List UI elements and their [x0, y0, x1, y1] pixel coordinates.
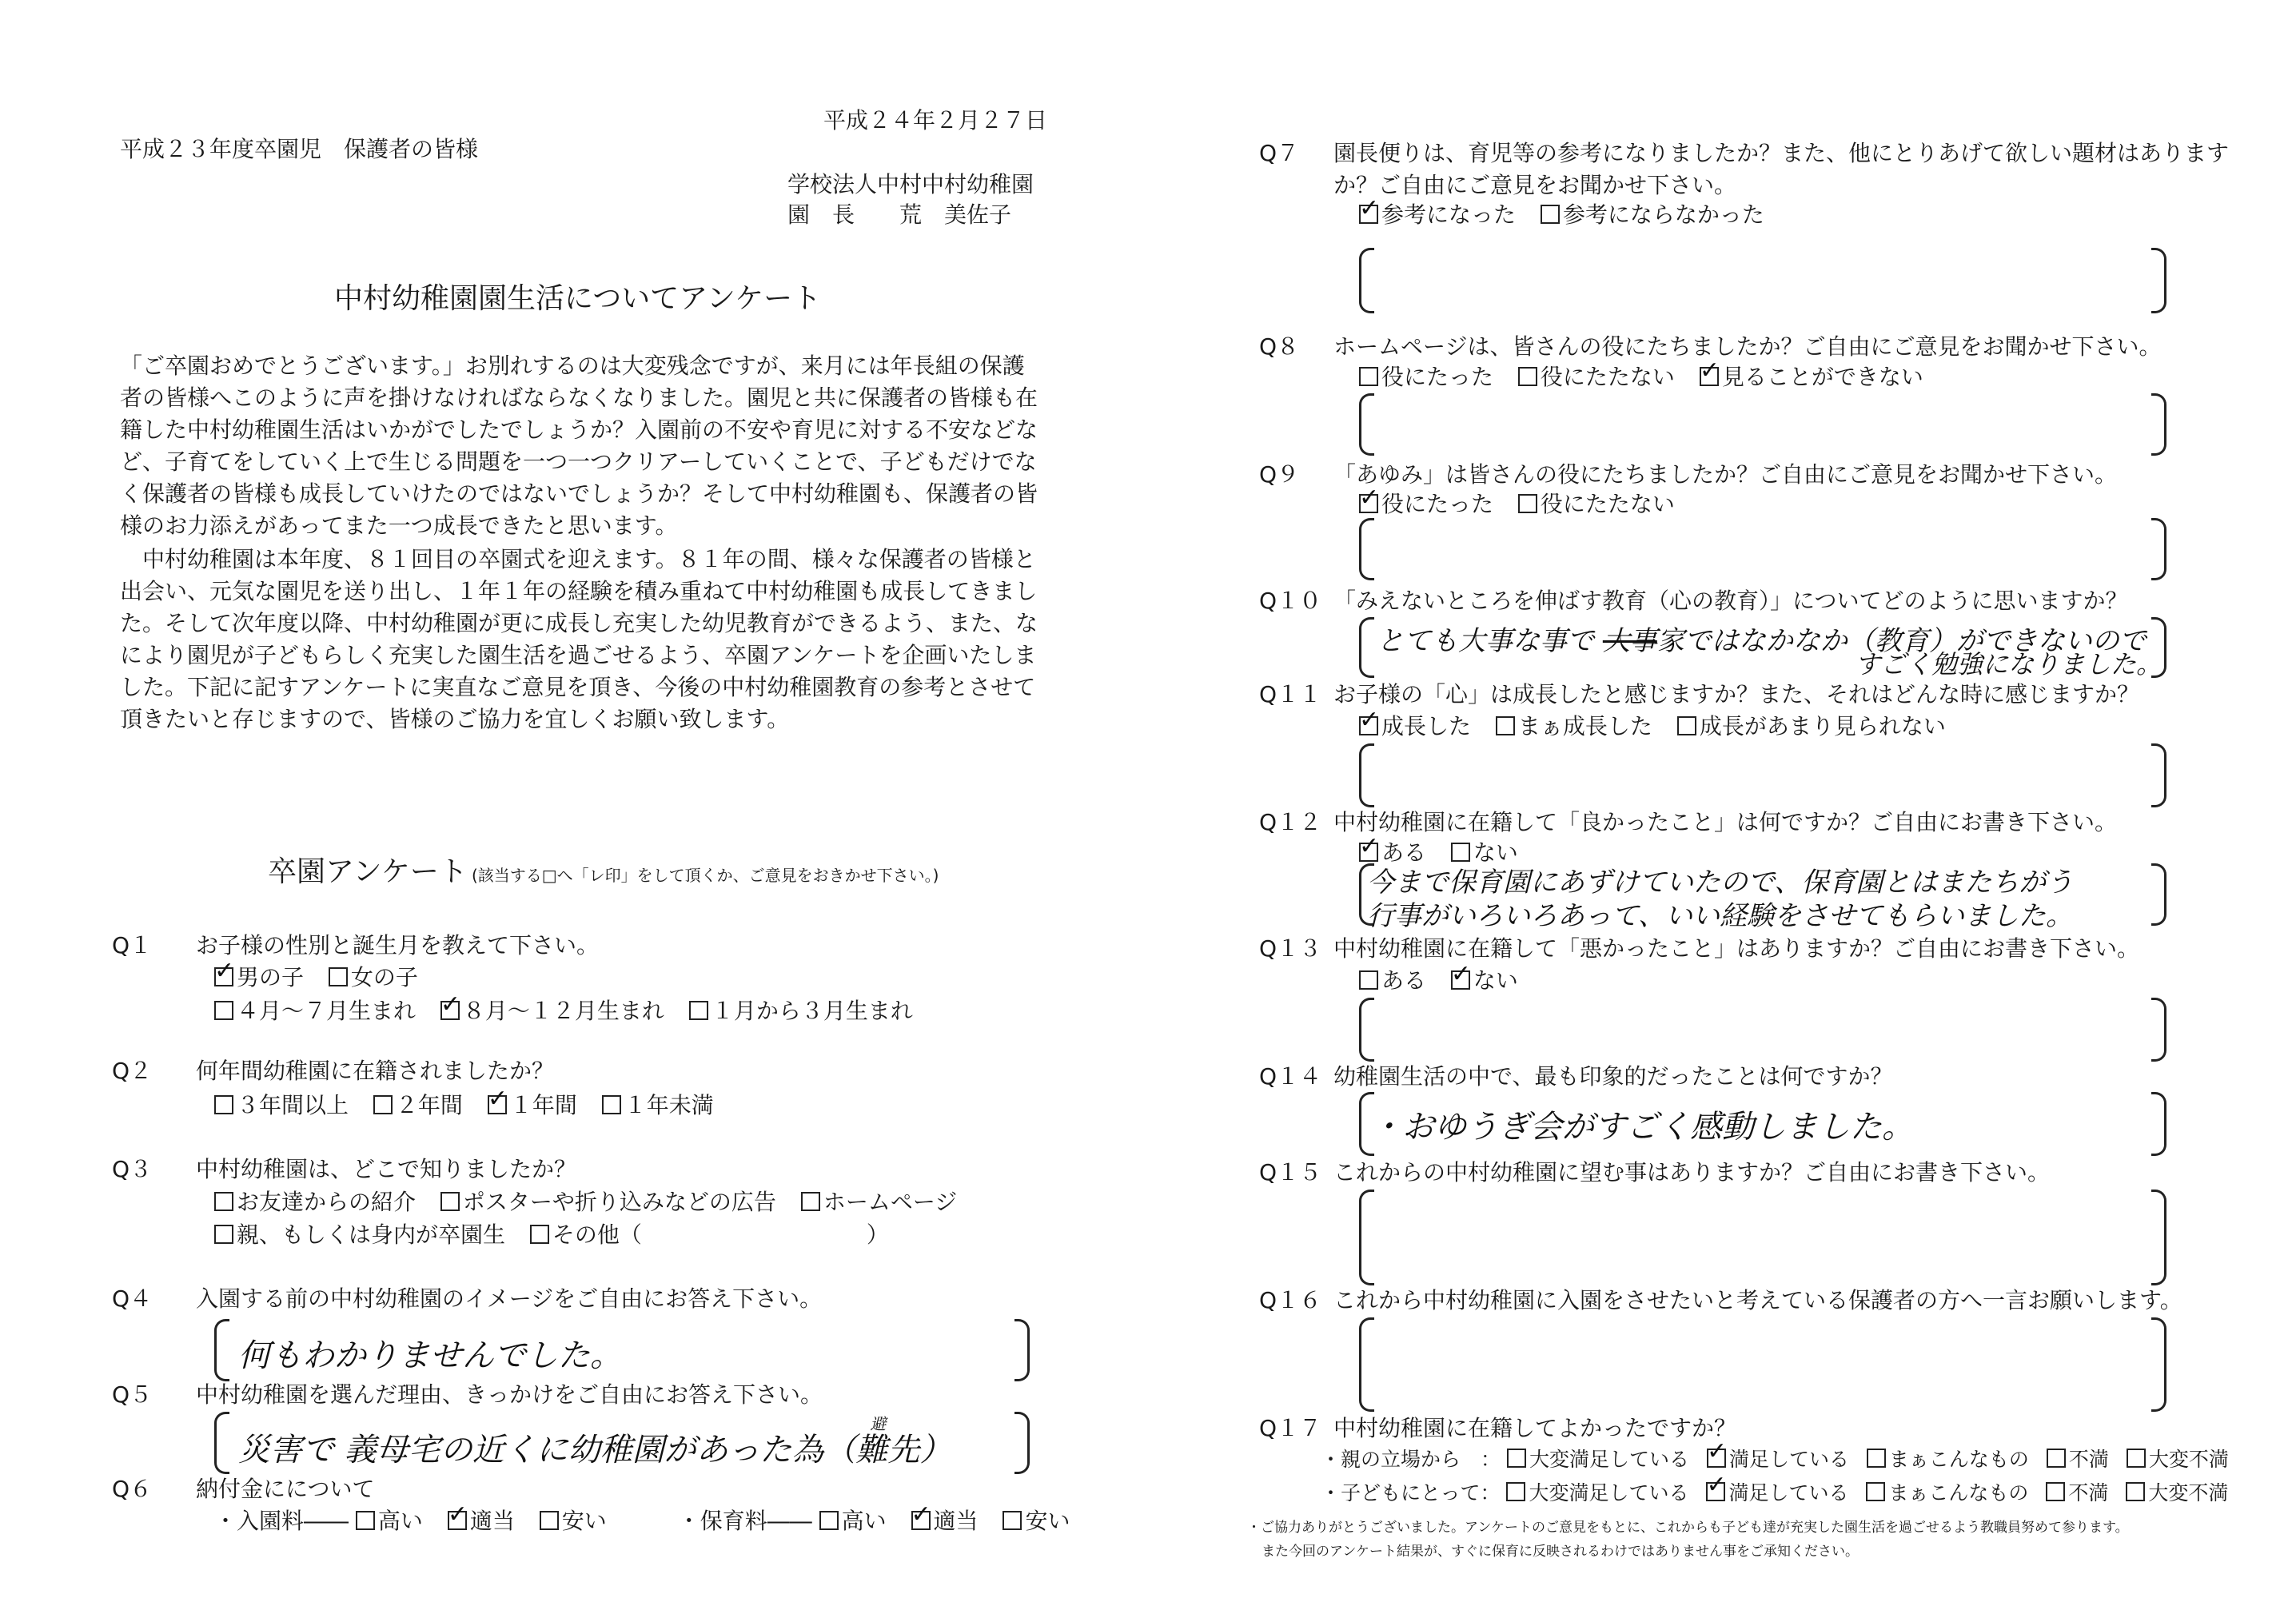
checkbox[interactable]	[540, 1511, 559, 1530]
q3-text: 中村幼稚園は、どこで知りましたか？	[196, 1156, 577, 1182]
q12-label: Q１２	[1259, 809, 1322, 835]
q8-options	[1359, 364, 1941, 391]
checkbox[interactable]	[2046, 1482, 2065, 1501]
q7-text-2: か？ご自由にご意見をお聞かせ下さい。	[1333, 172, 1737, 198]
checkbox[interactable]	[440, 1192, 460, 1211]
q1-label: Q１	[112, 932, 153, 958]
q17-parent-dissatisfied[interactable]: 不満	[2047, 1448, 2109, 1471]
bracket-right	[2151, 863, 2166, 926]
intro-paragraph-2: 中村幼稚園は本年度、８１回目の卒園式を迎えます。８１年の間、様々な保護者の皆様と出会い、元気な園児を送り出し、１年１年の経験を積み重ねて中村幼稚園も成長してきました。そして次年度以降、中村幼稚園が更に成長し充実した幼児教育ができるよう、また、なにより園児が子どもらしく充実した園生活を過ごせるよう、卒園アンケートを企画いたしました。下記に記すアンケートに実直なご意見を頂き、今後の中村幼稚園教育の参考とさせて頂きたいと存じますので、皆様のご協力を宜しくお願い致します。	[120, 546, 1038, 732]
q12-answer-line2: 行事がいろいろあって、いい経験をさせてもらいました。	[1367, 900, 2073, 932]
q17-row-parent	[1321, 1447, 2229, 1473]
q1-options-birth	[214, 998, 931, 1025]
checkbox[interactable]	[214, 1192, 233, 1211]
q4-answer-box[interactable]	[214, 1319, 1030, 1381]
q2-option-2years[interactable]: ２年間	[373, 1092, 463, 1118]
q6-admission-fair[interactable]: ✓ 適当	[448, 1508, 515, 1534]
checkbox[interactable]	[1677, 716, 1696, 735]
addressee: 平成２３年度卒園児 保護者の皆様	[120, 136, 479, 162]
q10-answer-box[interactable]	[1359, 617, 2166, 678]
q5-text: 中村幼稚園を選んだ理由、きっかけをご自由にお答え下さい。	[196, 1381, 823, 1408]
q16-label: Q１６	[1259, 1287, 1322, 1313]
q15-label: Q１５	[1259, 1159, 1322, 1186]
q3-option-relative[interactable]: 親、もしくは身内が卒園生	[214, 1221, 505, 1248]
checkbox-checked[interactable]	[911, 1511, 931, 1530]
checkbox[interactable]	[1359, 970, 1378, 990]
q11-options	[1359, 713, 1963, 740]
q7-answer-box[interactable]	[1359, 248, 2166, 313]
q17-child-satisfied[interactable]: ✓ 満足している	[1706, 1481, 1848, 1504]
q16-text: これから中村幼稚園に入園をさせたいと考えている保護者の方へ一言お願いします。	[1333, 1287, 2182, 1313]
survey-heading	[268, 849, 939, 890]
q3-option-friend[interactable]: お友達からの紹介	[214, 1189, 416, 1215]
bracket-left	[1359, 248, 1374, 313]
q7-label: Q７	[1259, 140, 1300, 166]
q14-answer: ・おゆうぎ会がすごく感動しました。	[1370, 1109, 1914, 1146]
q17-row-parent-label: ・親の立場から ：	[1321, 1448, 1501, 1471]
checkbox[interactable]	[1518, 367, 1537, 386]
q12-answer-line1: 今まで保育園にあずけていたので、保育園とはまたちがう	[1367, 867, 2074, 899]
q17-parent-very-dissatisfied[interactable]: 大変不満	[2127, 1448, 2229, 1471]
q8-option-cannot-view[interactable]: ✓ 見ることができない	[1700, 364, 1923, 390]
survey-instruction: (該当する□へ「レ印」をして頂くか、ご意見をおきかせ下さい。)	[471, 866, 939, 885]
checkbox-checked[interactable]	[448, 1511, 467, 1530]
q2-option-1year[interactable]: ✓ １年間	[488, 1092, 577, 1118]
q9-answer-box[interactable]	[1359, 518, 2166, 580]
checkbox[interactable]	[214, 1095, 233, 1114]
q1-option-jan-mar[interactable]: １月から３月生まれ	[689, 998, 913, 1024]
checkbox[interactable]	[1496, 716, 1515, 735]
footer-note-1: ・ご協力ありがとうございました。アンケートのご意見をもとに、これからも子ども達が充実した園生活を過ごせるよう教職員努めて参ります。	[1247, 1520, 2129, 1536]
q14-label: Q１４	[1259, 1063, 1322, 1090]
q15-answer-box[interactable]	[1359, 1190, 2166, 1285]
checkbox-checked[interactable]	[1359, 716, 1378, 735]
q13-options	[1359, 967, 1536, 994]
q1-option-aug-dec[interactable]: ✓ ８月〜１２月生まれ	[440, 998, 664, 1024]
q12-option-no[interactable]: ない	[1451, 839, 1518, 866]
checkbox-checked[interactable]	[440, 1001, 460, 1020]
checkbox[interactable]	[1507, 1449, 1526, 1468]
intro-paragraph-1: 「ご卒園おめでとうございます。」お別れするのは大変残念ですが、来月には年長組の保護者の皆様へこのように声を掛けなければならなくなりました。園児と共に保護者の皆様も在籍した中村幼稚園生活はいかがでしたでしょうか？入園前の不安や育児に対する不安などなど、子育てをしていく上で生じる問題を一つ一つクリアーしていくことで、子どもだけでなく保護者の皆様も成長していけたのではないでしょうか？そして中村幼稚園も、保護者の皆様のお力添えがあってまた一つ成長できたと思います。	[120, 353, 1038, 539]
q8-option-not-useful[interactable]: 役にたたない	[1518, 364, 1675, 390]
q12-option-yes[interactable]: ✓ある	[1359, 839, 1426, 866]
checkbox-checked[interactable]	[1359, 205, 1378, 224]
q5-label: Q５	[112, 1381, 153, 1408]
q17-text: 中村幼稚園に在籍してよかったですか？	[1333, 1415, 1737, 1441]
checkbox-checked[interactable]	[1359, 494, 1378, 513]
checkbox[interactable]	[1506, 1482, 1525, 1501]
bracket-right	[1014, 1319, 1030, 1381]
q13-option-yes[interactable]: ある	[1359, 967, 1426, 994]
q13-option-no[interactable]: ✓ ない	[1451, 967, 1518, 994]
q9-text: 「あゆみ」は皆さんの役にたちましたか？ご自由にご意見をお聞かせ下さい。	[1333, 461, 2118, 488]
checkbox-checked[interactable]	[214, 967, 233, 986]
q7-option-helpful[interactable]: ✓参考になった	[1359, 201, 1516, 228]
q6-tuition-high[interactable]: 高い	[819, 1508, 887, 1534]
q10-text: 「みえないところを伸ばす教育（心の教育）」についてどのように思いますか？	[1333, 588, 2128, 614]
checkbox-checked[interactable]	[1451, 970, 1470, 990]
q5-answer-box[interactable]	[214, 1412, 1030, 1474]
q9-options	[1359, 491, 1692, 518]
q4-answer: 何もわかりませんでした。	[238, 1337, 622, 1374]
checkbox[interactable]	[2126, 1482, 2145, 1501]
q11-option-somewhat[interactable]: まぁ成長した	[1496, 713, 1652, 739]
checkbox[interactable]	[2047, 1449, 2066, 1468]
q14-text: 幼稚園生活の中で、最も印象的だったことは何ですか？	[1333, 1063, 1893, 1090]
q3-label: Q３	[112, 1156, 153, 1182]
q6-fee-admission: ・入園料――	[214, 1508, 349, 1534]
q8-answer-box[interactable]	[1359, 393, 2166, 456]
q2-option-3years[interactable]: ３年間以上	[214, 1092, 349, 1118]
checkbox-checked[interactable]	[1700, 367, 1719, 386]
q13-text: 中村幼稚園に在籍して「悪かったこと」はありますか？ご自由にお書き下さい。	[1333, 935, 2140, 962]
checkbox[interactable]	[1003, 1511, 1022, 1530]
checkbox[interactable]	[2127, 1449, 2146, 1468]
checkbox-checked[interactable]	[1707, 1449, 1726, 1468]
bracket-left	[214, 1412, 229, 1474]
q17-parent-very-satisfied[interactable]: 大変満足している	[1507, 1448, 1689, 1471]
q2-label: Q２	[112, 1058, 153, 1084]
bracket-right	[2151, 248, 2166, 313]
q17-row-child	[1321, 1481, 2228, 1506]
q7-options	[1359, 201, 1782, 229]
checkbox[interactable]	[819, 1511, 839, 1530]
q10-answer: とても大事な事で 大事家ではなかなか（教育）ができないので	[1377, 625, 2147, 657]
q14-answer-box[interactable]	[1359, 1092, 2166, 1156]
bracket-left	[1359, 518, 1374, 580]
q17-child-dissatisfied[interactable]: 不満	[2046, 1481, 2108, 1504]
checkbox[interactable]	[1451, 843, 1470, 862]
q2-text: 何年間幼稚園に在籍されましたか？	[196, 1058, 555, 1084]
bracket-left	[1359, 393, 1374, 456]
page-title: 中村幼稚園園生活についてアンケート	[334, 282, 822, 315]
q4-label: Q４	[112, 1285, 153, 1312]
q6-text: 納付金にについて	[196, 1476, 375, 1502]
q6-tuition-fair[interactable]: ✓ 適当	[911, 1508, 979, 1534]
q8-label: Q８	[1259, 333, 1300, 360]
q17-parent-satisfied[interactable]: ✓ 満足している	[1707, 1448, 1849, 1471]
q3-options-b	[214, 1221, 889, 1249]
q2-option-less-1year[interactable]: １年未満	[602, 1092, 714, 1118]
checkbox[interactable]	[1541, 205, 1560, 224]
bracket-right	[2151, 998, 2166, 1062]
q3-option-homepage[interactable]: ホームページ	[801, 1189, 957, 1215]
q5-answer-correction: 避	[870, 1414, 887, 1433]
q17-parent-so-so[interactable]: まぁこんなもの	[1867, 1448, 2029, 1471]
bracket-left	[1359, 998, 1374, 1062]
bracket-left	[1359, 743, 1374, 807]
checkbox[interactable]	[214, 1225, 233, 1244]
q6-fee-tuition: ・保育料――	[677, 1508, 812, 1534]
bracket-right	[1014, 1412, 1030, 1474]
q12-text: 中村幼稚園に在籍して「良かったこと」は何ですか？ご自由にお書き下さい。	[1333, 809, 2118, 835]
q11-label: Q１１	[1259, 681, 1322, 707]
q7-text-1: 園長便りは、育児等の参考になりましたか？また、他にとりあげて欲しい題材はあります	[1333, 140, 2230, 166]
bracket-right	[2151, 743, 2166, 807]
q1-options-gender	[214, 964, 436, 991]
bracket-left	[1359, 617, 1374, 678]
document-date: 平成２４年２月２７日	[823, 107, 1048, 134]
q1-text: お子様の性別と誕生月を教えて下さい。	[196, 932, 600, 958]
checkbox-checked[interactable]	[488, 1095, 507, 1114]
q2-options	[214, 1092, 731, 1119]
bracket-right	[2151, 518, 2166, 580]
q6-admission-high[interactable]: 高い	[356, 1508, 423, 1534]
checkbox[interactable]	[329, 967, 348, 986]
q6-tuition-cheap[interactable]: 安い	[1003, 1508, 1070, 1534]
q10-answer-continued: すごく勉強になりました。	[1855, 649, 2162, 679]
footer-note-2: また今回のアンケート結果が、すぐに保育に反映されるわけではありません事をご承知ください。	[1262, 1544, 1859, 1560]
q4-text: 入園する前の中村幼稚園のイメージをご自由にお答え下さい。	[196, 1285, 823, 1312]
checkbox[interactable]	[1359, 367, 1378, 386]
checkbox[interactable]	[1867, 1449, 1886, 1468]
q9-option-useful[interactable]: ✓役にたった	[1359, 491, 1493, 517]
q6-label: Q６	[112, 1476, 153, 1502]
q16-answer-box[interactable]	[1359, 1317, 2166, 1412]
q6-fees	[214, 1508, 1087, 1535]
q3-option-ad[interactable]: ポスターや折り込みなどの広告	[440, 1189, 776, 1215]
q15-text: これからの中村幼稚園に望む事はありますか？ご自由にお書き下さい。	[1333, 1159, 2051, 1186]
q3-option-other[interactable]: その他（	[530, 1221, 642, 1248]
q17-row-child-label: ・子どもにとって：	[1321, 1481, 1501, 1504]
q10-label: Q１０	[1259, 588, 1322, 614]
bracket-right	[2151, 1317, 2166, 1412]
q17-child-so-so[interactable]: まぁこんなもの	[1866, 1481, 2028, 1504]
checkbox[interactable]	[356, 1511, 375, 1530]
checkbox-checked[interactable]	[1359, 843, 1378, 862]
q10-answer-struck: 大事	[1602, 625, 1657, 657]
q17-label: Q１７	[1259, 1415, 1322, 1441]
checkbox[interactable]	[1518, 494, 1537, 513]
checkbox[interactable]	[214, 1001, 233, 1020]
q9-label: Q９	[1259, 461, 1300, 488]
q1-option-boy[interactable]: ✓男の子	[214, 964, 304, 990]
q17-child-very-dissatisfied[interactable]: 大変不満	[2126, 1481, 2228, 1504]
q8-text: ホームページは、皆さんの役にたちましたか？ご自由にご意見をお聞かせ下さい。	[1333, 333, 2162, 360]
bracket-right	[2151, 393, 2166, 456]
checkbox[interactable]	[1866, 1482, 1885, 1501]
bracket-right	[2151, 1092, 2166, 1156]
checkbox[interactable]	[530, 1225, 549, 1244]
checkbox-checked[interactable]	[1706, 1482, 1725, 1501]
q17-child-very-satisfied[interactable]: 大変満足している	[1506, 1481, 1688, 1504]
q13-answer-box[interactable]	[1359, 998, 2166, 1062]
q5-answer: 災害で 義母宅の近くに幼稚園があった為（ 避 難先）	[238, 1425, 951, 1470]
q3-other-close: ）	[866, 1221, 889, 1248]
q9-option-not-useful[interactable]: 役にたたない	[1518, 491, 1675, 517]
q13-label: Q１３	[1259, 935, 1322, 962]
bracket-left	[214, 1319, 229, 1381]
checkbox[interactable]	[602, 1095, 621, 1114]
bracket-left	[1359, 1190, 1374, 1285]
survey-title: 卒園アンケート	[268, 855, 468, 888]
q1-option-girl[interactable]: 女の子	[329, 964, 418, 990]
q11-option-little[interactable]: 成長があまり見られない	[1677, 713, 1946, 739]
q11-answer-box[interactable]	[1359, 743, 2166, 807]
checkbox[interactable]	[801, 1192, 820, 1211]
q11-text: お子様の「心」は成長したと感じますか？また、それはどんな時に感じますか？	[1333, 681, 2140, 707]
bracket-right	[2151, 1190, 2166, 1285]
checkbox[interactable]	[689, 1001, 708, 1020]
q8-option-useful[interactable]: 役にたった	[1359, 364, 1493, 390]
checkbox[interactable]	[373, 1095, 393, 1114]
q3-options-a	[214, 1189, 975, 1216]
q7-option-not-helpful[interactable]: 参考にならなかった	[1541, 201, 1764, 228]
organization-name: 学校法人中村中村幼稚園	[787, 171, 1034, 197]
q12-answer-box[interactable]	[1359, 863, 2166, 932]
q11-option-grew[interactable]: ✓成長した	[1359, 713, 1471, 739]
q1-option-apr-jul[interactable]: ４月〜７月生まれ	[214, 998, 416, 1024]
bracket-left	[1359, 1317, 1374, 1412]
q6-admission-cheap[interactable]: 安い	[540, 1508, 607, 1534]
principal-name: 園 長 荒 美佐子	[787, 201, 1012, 228]
